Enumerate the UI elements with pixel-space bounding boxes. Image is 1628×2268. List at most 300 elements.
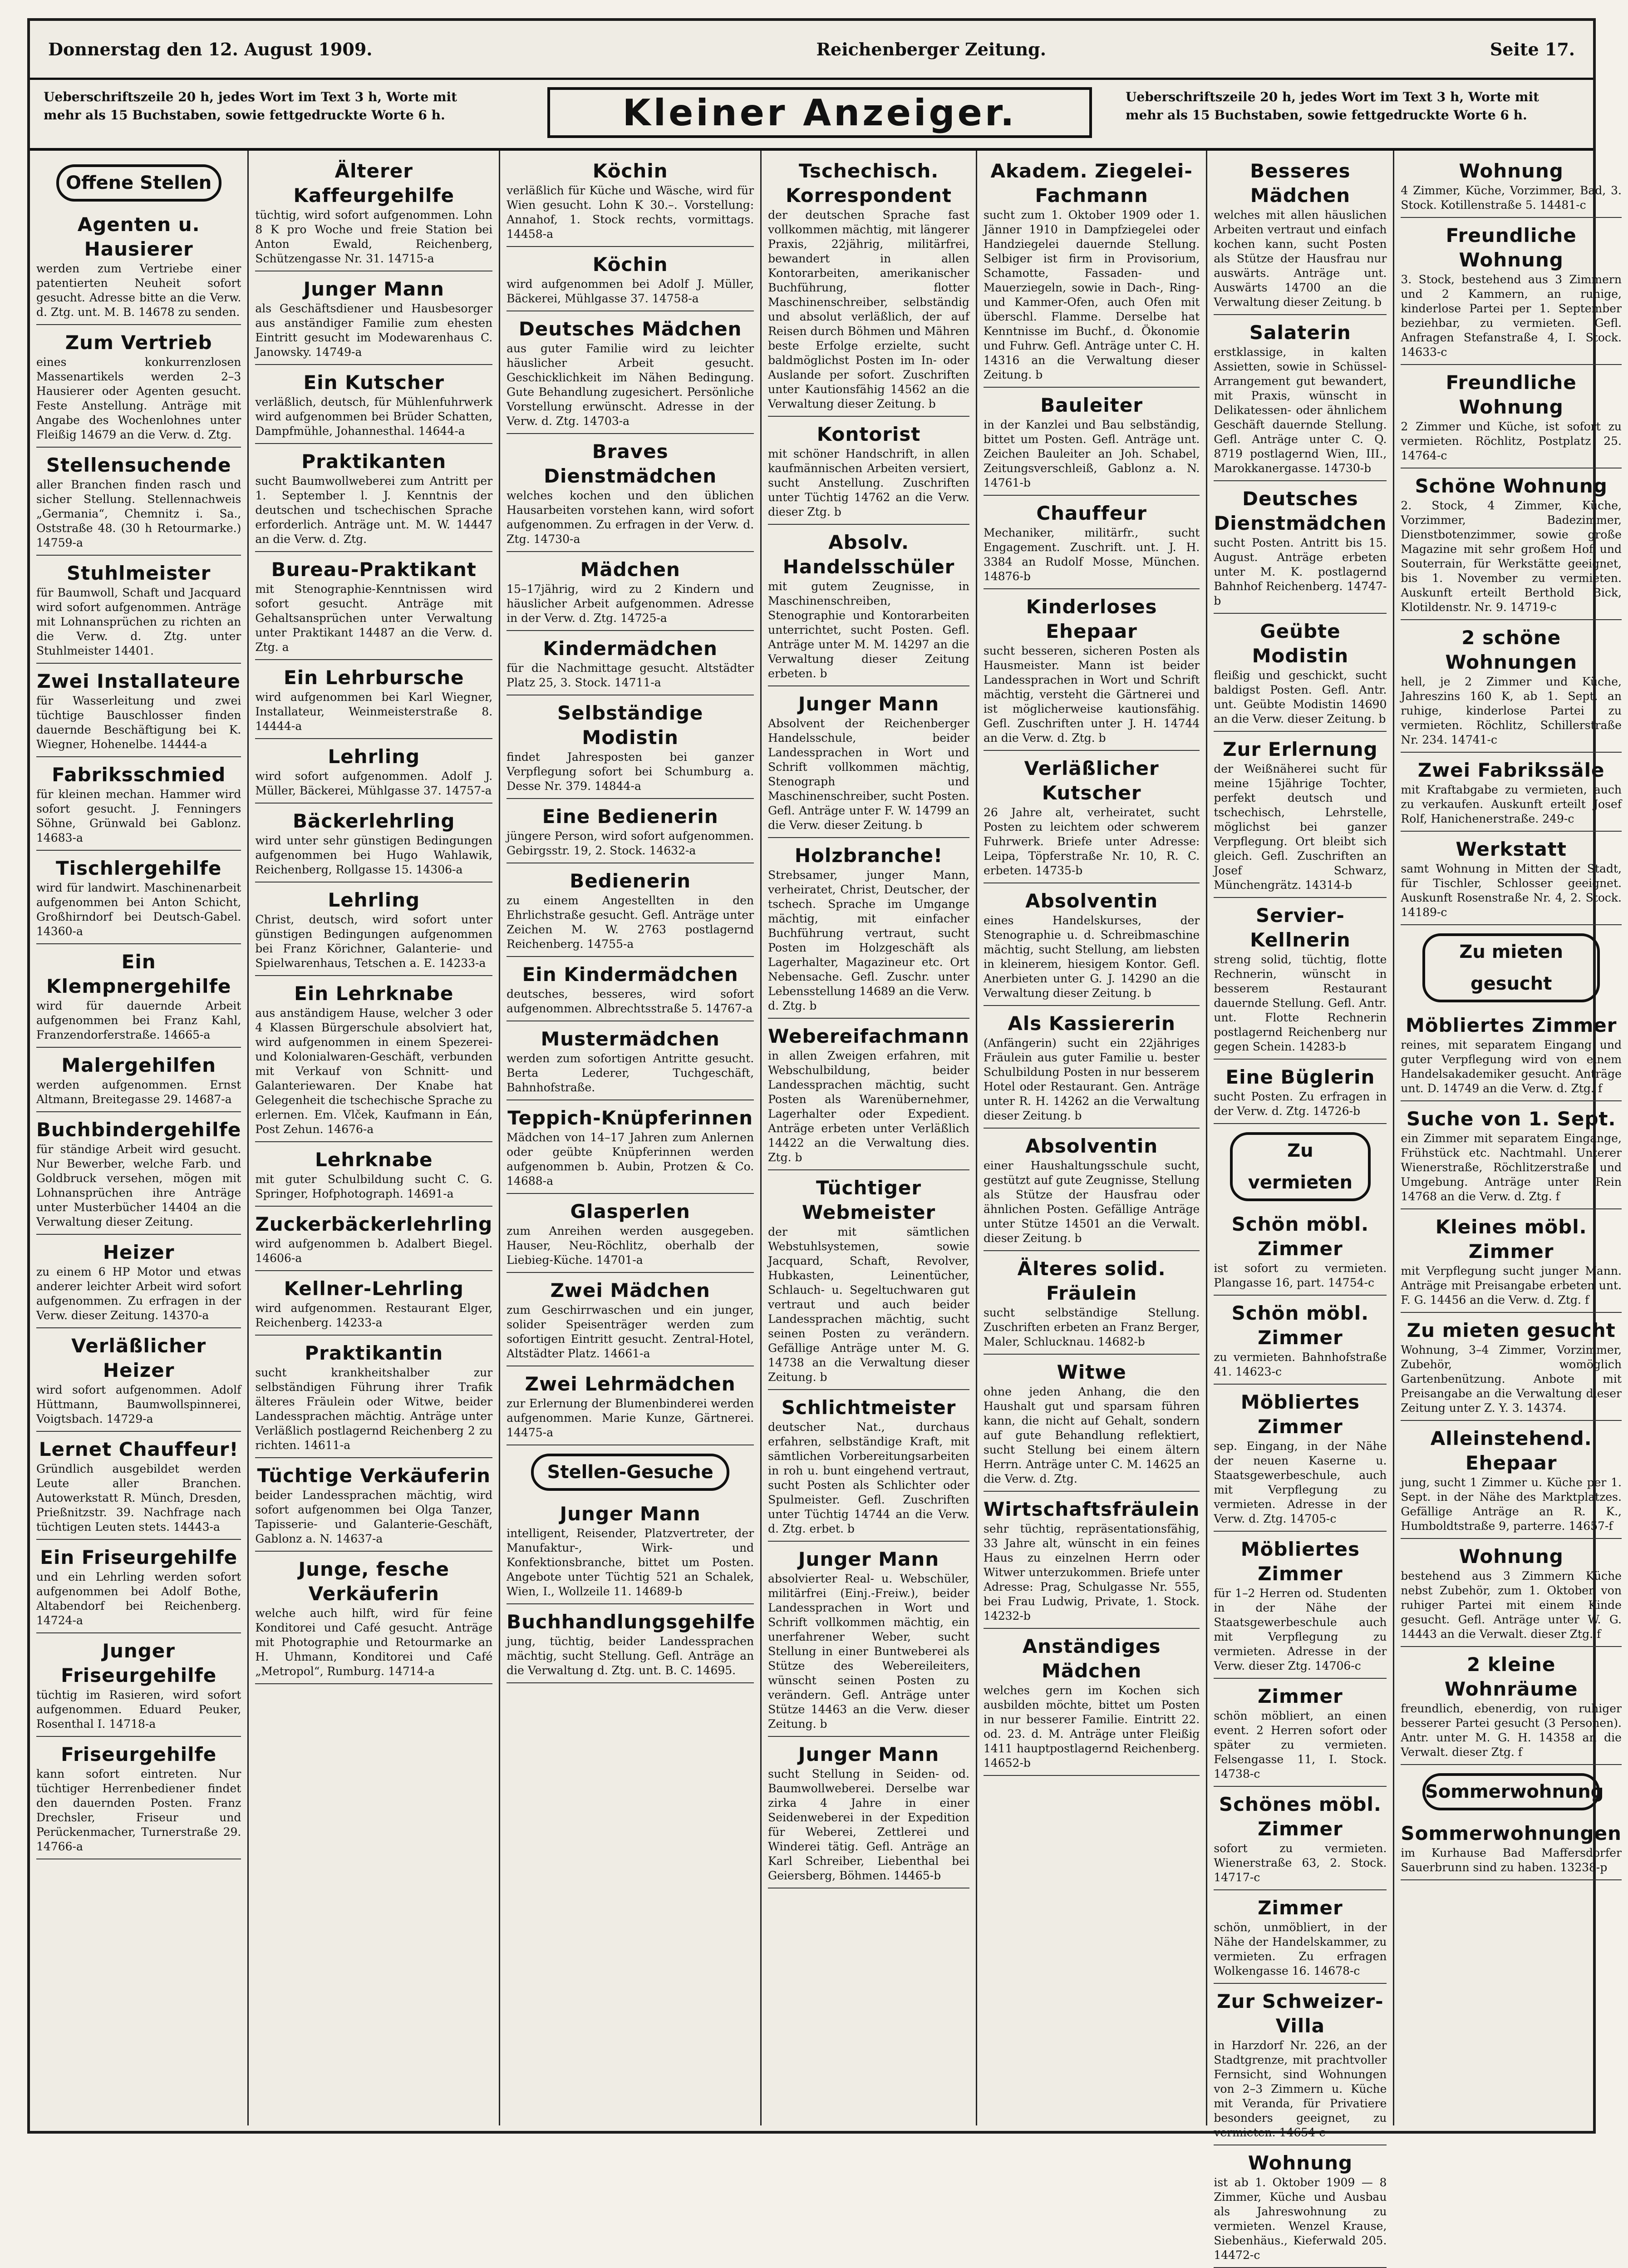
ad-heading: Kleines möbl. Zimmer bbox=[1435, 1216, 1587, 1262]
ad-heading: Zimmer bbox=[1258, 1897, 1343, 1919]
classified-ad bbox=[768, 1393, 969, 1542]
classified-ad bbox=[1401, 1212, 1622, 1313]
ad-heading: Absolventin bbox=[1025, 890, 1158, 912]
ad-text: verläßlich für Küche und Wäsche, wird für Wien gesucht. Lohn K 30.–. Vorstellung: Annahof, 1. Stock rechts, vormittags. 14458-a bbox=[507, 184, 754, 241]
classified-ad bbox=[36, 1543, 241, 1633]
classified-ad bbox=[1401, 471, 1622, 620]
ad-heading: Eine Bedienerin bbox=[542, 805, 718, 828]
badge-stellen-gesuche: Stellen-Gesuche bbox=[531, 1454, 729, 1491]
ad-heading: Absolv. Handelsschüler bbox=[782, 531, 955, 578]
classified-ad bbox=[255, 979, 492, 1142]
classified-ad bbox=[255, 1209, 492, 1271]
classified-ad bbox=[255, 806, 492, 883]
ad-text: mit guter Schulbildung sucht C. G. Springer, Hofphotograph. 14691-a bbox=[255, 1173, 493, 1200]
ad-text: mit Kraftabgabe zu vermieten, auch zu verkaufen. Auskunft erteilt Josef Rolf, Hanichenerstraße. 249-c bbox=[1401, 783, 1622, 825]
ad-heading: Mädchen bbox=[580, 558, 680, 581]
ad-text: jung, sucht 1 Zimmer u. Küche per 1. Sept. in der Nähe des Marktplatzes. Gefällige Anträge an R. K., Humboldtstraße 9, parterre. 14657-f bbox=[1401, 1476, 1622, 1533]
classified-ad bbox=[1401, 1424, 1622, 1539]
ad-heading: Anständiges Mädchen bbox=[1022, 1635, 1161, 1682]
classified-ad bbox=[1214, 901, 1387, 1060]
ad-heading: Schönes möbl. Zimmer bbox=[1219, 1793, 1382, 1840]
ad-text: 2 Zimmer und Küche, ist sofort zu vermieten. Röchlitz, Postplatz 25. 14764-c bbox=[1401, 420, 1622, 462]
classified-ad bbox=[507, 555, 754, 631]
ad-heading: Mustermädchen bbox=[541, 1028, 720, 1050]
classified-ad bbox=[507, 314, 754, 434]
classified-ad bbox=[1214, 156, 1387, 315]
ad-text: werden zum Vertriebe einer patentierten Neuheit sofort gesucht. Adresse bitte an die Verw. d. Ztg. unt. M. B. 14678 zu senden. bbox=[36, 262, 241, 319]
column-4 bbox=[762, 151, 977, 2125]
ad-heading: Ein Friseurgehilfe bbox=[40, 1546, 238, 1568]
ad-text: tüchtig, wird sofort aufgenommen. Lohn 8 K pro Woche und freie Station bei Anton Ewald, Reichenberg, Schützengasse Nr. 31. 14715-a bbox=[255, 208, 493, 265]
ad-text: wird unter sehr günstigen Bedingungen aufgenommen bei Hugo Wahlawik, Reichenberg, Rollgasse 15. 14306-a bbox=[255, 834, 493, 876]
ad-text: wird sofort aufgenommen. Adolf Hüttmann, Baumwollspinnerei, Voigtsbach. 14729-a bbox=[36, 1383, 241, 1425]
column-6 bbox=[1207, 151, 1394, 2262]
ad-heading: Zur Schweizer-Villa bbox=[1217, 1990, 1384, 2037]
classified-ad bbox=[1214, 1534, 1387, 1679]
ad-text: eines konkurrenzlosen Massenartikels werden 2–3 Hausierer oder Agenten gesucht. Feste Anstellung. Anträge mit Angabe des Wochenlohnes unter Fleißig 14679 an die Verw. d. Ztg. bbox=[36, 355, 241, 441]
classified-ad bbox=[36, 328, 241, 448]
ad-text: wird aufgenommen bei Karl Wiegner, Installateur, Weinmeisterstraße 8. 14444-a bbox=[255, 690, 493, 733]
ad-text: für Baumwoll, Schaft und Jacquard wird sofort aufgenommen. Anträge mit Lohnansprüchen zu richten an die Verw. d. Ztg. unter Stuhlmeister 14401. bbox=[36, 586, 241, 657]
ad-heading: Kinderloses Ehepaar bbox=[1026, 596, 1157, 642]
ad-text: hell, je 2 Zimmer und Küche, Jahreszins 160 K, ab 1. Sept. an ruhige, kinderlose Partei zu vermieten. Röchlitz, Schillerstraße Nr. 234. 14741-c bbox=[1401, 675, 1622, 746]
classified-ad bbox=[255, 555, 492, 660]
classified-ad bbox=[1401, 1316, 1622, 1421]
ad-heading: Kontorist bbox=[816, 423, 921, 445]
classified-ad bbox=[36, 666, 241, 757]
classified-ad bbox=[36, 1115, 241, 1235]
classified-ad bbox=[36, 210, 241, 325]
ad-text: 4 Zimmer, Küche, Vorzimmer, Bad, 3. Stock. Kotillenstraße 5. 14481-c bbox=[1401, 184, 1622, 212]
ad-text: sucht Posten. Antritt bis 15. August. Anträge erbeten unter M. K. postlagernd Bahnhof Reichenberg. 14747-b bbox=[1214, 536, 1387, 607]
ad-heading: Kellner-Lehrling bbox=[284, 1277, 464, 1300]
classified-ad bbox=[984, 390, 1200, 496]
ad-heading: Fabriksschmied bbox=[52, 764, 226, 786]
ad-text: ohne jeden Anhang, die den Haushalt gut und sparsam führen kann, die nicht auf Gehalt, sondern auf gute Behandlung reflektiert, sucht Stellung bei einem ältern Herrn. Anträge unter C. M. 14625 an die Verw. d. Ztg. bbox=[983, 1385, 1200, 1485]
ad-text: werden zum sofortigen Antritte gesucht. Berta Lederer, Tuchgeschäft, Bahnhofstraße. bbox=[507, 1052, 754, 1094]
ad-text: kann sofort eintreten. Nur tüchtiger Herrenbediener findet den dauernden Posten. Franz Drechsler, Friseur und Perückenmacher, Turnerstraße 29. 14766-a bbox=[36, 1767, 241, 1853]
classified-ad bbox=[768, 419, 969, 525]
ad-heading: Köchin bbox=[592, 253, 668, 276]
column-1 bbox=[30, 151, 249, 2125]
ad-heading: Lehrknabe bbox=[315, 1149, 433, 1171]
ad-heading: Lernet Chauffeur! bbox=[39, 1438, 239, 1460]
ad-heading: Eine Büglerin bbox=[1225, 1066, 1375, 1088]
ad-text: in allen Zweigen erfahren, mit Webschulbildung, beider Landessprachen mächtig, sucht Posten als Warenübernehmer, Lagerhalter oder Expedient. Anträge erbeten unter Verläßlich 14422 an die Verwaltung dies. Ztg. b bbox=[768, 1049, 969, 1164]
ad-text: jung, tüchtig, beider Landessprachen mächtig, sucht Stellung. Gefl. Anträge an die Verwaltung d. Ztg. unt. B. C. 14695. bbox=[507, 1635, 754, 1677]
classified-ad bbox=[36, 1435, 241, 1540]
column-3 bbox=[500, 151, 762, 2125]
ad-heading: Schön möbl. Zimmer bbox=[1231, 1302, 1369, 1349]
classified-ad bbox=[507, 802, 754, 863]
ad-heading: Ein Klempnergehilfe bbox=[46, 951, 231, 997]
ad-text: wird aufgenommen. Restaurant Elger, Reichenberg. 14233-a bbox=[255, 1302, 493, 1329]
badge-zu-vermieten: Zu vermieten bbox=[1230, 1132, 1370, 1201]
ad-text: sucht krankheitshalber zur selbständigen Führung ihrer Trafik älteres Fräulein oder Witwe, beider Landessprachen mächtig. Anträge unter Verläßlich postlagernd Reichenberg 2 zu richten. 14611-a bbox=[255, 1366, 493, 1452]
ad-text: welche auch hilft, wird für feine Konditorei und Café gesucht. Anträge mit Photographie und Retourmarke an H. Uhmann, Konditorei und Café „Metropol“, Rumburg. 14714-a bbox=[255, 1607, 493, 1678]
ad-heading: Möbliertes Zimmer bbox=[1405, 1014, 1617, 1036]
classified-ad bbox=[1214, 1387, 1387, 1532]
ad-heading: Zwei Lehrmädchen bbox=[525, 1373, 736, 1395]
ad-heading: Älteres solid. Fräulein bbox=[1017, 1257, 1166, 1304]
classified-ad bbox=[507, 1103, 754, 1194]
ad-text: freundlich, ebenerdig, von ruhiger besserer Partei gesucht (3 Personen). Antr. unter M. G. H. 14358 an die Verwalt. dieser Ztg. f bbox=[1401, 1702, 1622, 1759]
ad-heading: Deutsches Mädchen bbox=[518, 318, 742, 340]
ad-heading: Buchbindergehilfe bbox=[36, 1119, 241, 1141]
classified-ad bbox=[1401, 623, 1622, 753]
ad-heading: Besseres Mädchen bbox=[1250, 160, 1351, 207]
ad-heading: Bedienerin bbox=[570, 870, 691, 892]
ad-heading: Schön möbl. Zimmer bbox=[1231, 1213, 1369, 1260]
section-title: Kleiner Anzeiger. bbox=[547, 87, 1092, 138]
rate-notice-right: Ueberschriftszeile 20 h, jedes Wort im Text 3 h, Worte mit mehr als 15 Buchstaben, sowie fettgedruckte Worte 6 h. bbox=[1126, 89, 1539, 123]
ad-heading: Freundliche Wohnung bbox=[1446, 224, 1577, 271]
ad-heading: Friseurgehilfe bbox=[61, 1743, 217, 1765]
ad-heading: Chauffeur bbox=[1036, 502, 1147, 524]
classified-ad bbox=[1401, 368, 1622, 468]
ad-heading: Stuhlmeister bbox=[66, 562, 211, 584]
ad-text: werden aufgenommen. Ernst Altmann, Breitegasse 29. 14687-a bbox=[36, 1078, 241, 1106]
ad-text: für ständige Arbeit wird gesucht. Nur Bewerber, welche Farb. und Goldbruck versehen, mögen mit Lohnansprüchen ihre Anträge unter Musterbücher 14404 an die Verwaltung dieser Zeitung. bbox=[36, 1143, 241, 1228]
ad-text: sucht Baumwollweberei zum Antritt per 1. September l. J. Kenntnis der deutschen und tschechischen Sprache erforderlich. Anträge unt. M. W. 14447 an die Verw. d. Ztg. bbox=[255, 474, 493, 546]
ad-heading: Sommerwohnungen bbox=[1401, 1822, 1622, 1844]
ad-heading: Kindermädchen bbox=[543, 637, 718, 660]
ad-heading: Junger Mann bbox=[798, 1743, 939, 1765]
classified-ad bbox=[1214, 1062, 1387, 1124]
ad-text: aus guter Familie wird zu leichter häuslicher Arbeit gesucht. Geschicklichkeit im Nähen Bedingung. Gute Behandlung zugesichert. Persönliche Vorstellung erwünscht. Adresse in der Verw. d. Ztg. 14703-a bbox=[507, 342, 754, 428]
ad-heading: Selbständige Modistin bbox=[557, 702, 703, 749]
ad-text: intelligent, Reisender, Platzvertreter, der Manufaktur-, Wirk- und Konfektionsbranche, bittet um Posten. Angebote unter Tüchtig 521 an Schalek, Wien, I., Wollzeile 11. 14689-b bbox=[507, 1527, 754, 1598]
ad-text: Christ, deutsch, wird sofort unter günstigen Bedingungen aufgenommen bei Franz Körichner, Galanterie- und Spielwarenhaus, Tetschen a. E. 14233-a bbox=[255, 913, 493, 970]
classified-ad bbox=[507, 960, 754, 1021]
ad-text: für kleinen mechan. Hammer wird sofort gesucht. J. Fenningers Söhne, Grünwald bei Gablonz. 14683-a bbox=[36, 788, 241, 844]
ad-heading: Älterer Kaffeurgehilfe bbox=[293, 160, 455, 207]
ad-text: zum Anreihen werden ausgegeben. Hauser, Neu-Röchlitz, oberhalb der Liebieg-Küche. 14701-a bbox=[507, 1224, 754, 1267]
ad-columns bbox=[30, 151, 1622, 2262]
classified-ad bbox=[507, 866, 754, 957]
ad-text: schön, unmöbliert, in der Nähe der Handelskammer, zu vermieten. Zu erfragen Wolkengasse 16. 14678-c bbox=[1214, 1921, 1387, 1977]
ad-heading: Junger Mann bbox=[560, 1503, 701, 1525]
ad-text: ein Zimmer mit separatem Eingange, Frühstück etc. Nachtmahl. Unterer Wienerstraße, Röchlitzerstraße und Umgebung. Anträge unter Rein 14768 an die Verw. d. Ztg. f bbox=[1401, 1132, 1622, 1203]
classified-ad bbox=[984, 1254, 1200, 1355]
ad-text: 2. Stock, 4 Zimmer, Küche, Vorzimmer, Badezimmer, Dienstbotenzimmer, sowie große Magazine mit sehr großem Hof und Souterrain, für Werkstätte geeignet, bis 1. November zu vermieten. Auskunft erteilt Berthold Bick, Klotildenstr. Nr. 9. 14719-c bbox=[1401, 499, 1622, 614]
ad-heading: Holzbranche! bbox=[794, 844, 943, 867]
classified-ad bbox=[768, 1544, 969, 1737]
ad-heading: Zwei Fabrikssäle bbox=[1417, 759, 1605, 781]
badge-zu-mieten-gesucht: Zu mieten gesucht bbox=[1422, 933, 1600, 1002]
classified-ad bbox=[1401, 156, 1622, 218]
classified-ad bbox=[255, 742, 492, 804]
section-masthead bbox=[30, 80, 1593, 151]
classified-ad bbox=[984, 1009, 1200, 1129]
newspaper-name: Reichenberger Zeitung. bbox=[816, 39, 1046, 59]
badge-sommerwohnung: Sommerwohnung bbox=[1422, 1773, 1600, 1810]
ad-text: deutscher Nat., durchaus erfahren, selbständige Kraft, mit sämtlichen Vorbereitungsarbeiten in roh u. bunt eingehend vertraut, sucht Posten als Schlichter oder Spulmeister. Gefl. Zuschriften unter Tüchtig 14744 an die Verw. d. Ztg. erbet. b bbox=[768, 1420, 969, 1535]
ad-text: wird sofort aufgenommen. Adolf J. Müller, Bäckerei, Mühlgasse 37. 14757-a bbox=[255, 769, 493, 797]
ad-heading: Buchhandlungsgehilfe bbox=[507, 1611, 756, 1633]
ad-text: mit schöner Handschrift, in allen kaufmännischen Arbeiten versiert, sucht Anstellung. Zuschriften unter Tüchtig 14762 an die Verw. dieser Ztg. b bbox=[768, 447, 969, 518]
ad-text: Gründlich ausgebildet werden Leute aller Branchen. Autowerkstatt R. Münch, Dresden, Prießnitzstr. 39. Nachfrage nach tüchtigen Leuten stets. 14443-a bbox=[36, 1462, 241, 1533]
classified-ad bbox=[768, 528, 969, 686]
ad-heading: Junger Mann bbox=[798, 1548, 939, 1570]
ad-heading: Ein Kindermädchen bbox=[522, 963, 738, 986]
classified-ad bbox=[1214, 1893, 1387, 1984]
ad-text: schön möbliert, an einen event. 2 Herren sofort oder später zu vermieten. Felsengasse 11, I. Stock. 14738-c bbox=[1214, 1709, 1387, 1780]
classified-ad bbox=[507, 1607, 754, 1683]
ad-text: zur Erlernung der Blumenbinderei werden aufgenommen. Marie Kunze, Gärtnerei. 14475-a bbox=[507, 1397, 754, 1439]
ad-text: Strebsamer, junger Mann, verheiratet, Christ, Deutscher, der tschech. Sprache im Umgange mächtig, mit einfacher Buchführung vertraut, sucht Posten im Holzgeschäft als Lagerhalter, Magazineur etc. Ort Nebensache. Gefl. Zuschr. unter Lebensstellung 14689 an die Verw. d. Ztg. b bbox=[768, 868, 969, 1012]
classified-ad bbox=[1214, 2148, 1387, 2268]
ad-heading: Schlichtmeister bbox=[781, 1396, 956, 1419]
classified-ad bbox=[984, 1632, 1200, 1776]
ad-text: verläßlich, deutsch, für Mühlenfuhrwerk wird aufgenommen bei Brüder Schatten, Dampfmühle, Johannesthal. 14644-a bbox=[255, 395, 493, 438]
ad-text: wird für dauernde Arbeit aufgenommen bei Franz Kahl, Franzendorferstraße. 14665-a bbox=[36, 999, 241, 1041]
ad-heading: Verläßlicher Kutscher bbox=[1024, 757, 1159, 804]
classified-ad bbox=[507, 1197, 754, 1273]
classified-ad bbox=[768, 689, 969, 838]
ad-heading: Servier-Kellnerin bbox=[1250, 904, 1351, 951]
classified-ad bbox=[984, 592, 1200, 751]
ad-text: absolvierter Real- u. Webschüler, militärfrei (Einj.-Freiw.), beider Landessprachen in Wort und Schrift vollkommen mächtig, ein unerfahrener Weber, sucht Stellung in einer Buntweberei als Stütze des Webereileiters, wünscht seinen Posten zu verändern. Gefl. Anträge unter Stütze 14463 an die Verw. dieser Zeitung. b bbox=[768, 1572, 969, 1731]
classified-ad bbox=[984, 1494, 1200, 1629]
ad-heading: Zum Vertrieb bbox=[65, 331, 212, 354]
ad-heading: Geübte Modistin bbox=[1252, 620, 1349, 667]
ad-text: wird aufgenommen b. Adalbert Biegel. 14606-a bbox=[255, 1237, 493, 1265]
classified-ad bbox=[255, 663, 492, 739]
classified-ad bbox=[36, 1636, 241, 1737]
ad-heading: Ein Lehrbursche bbox=[284, 666, 464, 689]
classified-ad bbox=[1214, 318, 1387, 481]
ad-heading: Ein Lehrknabe bbox=[294, 982, 454, 1005]
classified-ad bbox=[984, 754, 1200, 883]
classified-ad bbox=[255, 1461, 492, 1552]
ad-text: Mädchen von 14–17 Jahren zum Anlernen oder geübte Knüpferinnen werden aufgenommen b. Aubin, Protzen & Co. 14688-a bbox=[507, 1131, 754, 1188]
classified-ad bbox=[507, 634, 754, 695]
classified-ad bbox=[255, 447, 492, 552]
ad-heading: Köchin bbox=[592, 160, 668, 182]
ad-text: sucht Posten. Zu erfragen in der Verw. d. Ztg. 14726-b bbox=[1214, 1090, 1387, 1118]
classified-ad bbox=[1401, 834, 1622, 925]
column-2 bbox=[249, 151, 500, 2125]
ad-text: tüchtig im Rasieren, wird sofort aufgenommen. Eduard Peuker, Rosenthal I. 14718-a bbox=[36, 1688, 241, 1731]
ad-heading: Heizer bbox=[103, 1241, 175, 1263]
ad-heading: Glasperlen bbox=[570, 1200, 690, 1223]
ad-text: der deutschen Sprache fast vollkommen mächtig, mit längerer Praxis, 22jährig, militärfrei, bewandert in allen Kontorarbeiten, amerikanischer Buchführung, flotter Maschinenschreiber, selbständig und absolut verläßlich, der auf Reisen durch Böhmen und Mähren beste Erfolge erzielte, sucht baldmöglichst Posten im In- oder Auslande per sofort. Zuschriften unter Kautionsfähig 14562 an die Verwaltung dieser Zeitung. b bbox=[768, 208, 969, 410]
classified-ad bbox=[1401, 1542, 1622, 1647]
ad-heading: Möbliertes Zimmer bbox=[1240, 1538, 1360, 1585]
ad-heading: Junger Mann bbox=[303, 278, 444, 300]
ad-heading: Suche von 1. Sept. bbox=[1406, 1108, 1616, 1130]
ad-heading: Teppich-Knüpferinnen bbox=[507, 1107, 753, 1129]
ad-text: zu einem Angestellten in den Ehrlichstraße gesucht. Gefl. Anträge unter Zeichen M. W. 2763 postlagernd Reichenberg. 14755-a bbox=[507, 894, 754, 951]
ad-heading: Zwei Mädchen bbox=[550, 1279, 710, 1302]
ad-text: aller Branchen finden rasch und sicher Stellung. Stellennachweis „Germania“, Chemnitz i. Sa., Oststraße 48. (30 h Retourmarke.) 14759-a bbox=[36, 478, 241, 549]
ad-text: sucht Stellung in Seiden- od. Baumwollweberei. Derselbe war zirka 4 Jahre in einer Seidenweberei in der Expedition für Weberei, Zettlerei und Winderei tätig. Gefl. Anträge an Karl Schreiber, Liebenthal bei Geiersberg, Böhmen. 14465-b bbox=[768, 1767, 969, 1882]
classified-ad bbox=[36, 1331, 241, 1432]
ad-text: sucht selbständige Stellung. Zuschriften erbeten an Franz Berger, Maler, Schlucknau. 14682-b bbox=[983, 1306, 1200, 1348]
classified-ad bbox=[36, 1740, 241, 1859]
ad-text: der mit sämtlichen Webstuhlsystemen, sowie Jacquard, Schaft, Revolver, Hubkasten, Leinentücher, Schlauch- u. Segeltuchwaren gut vertraut und auch beider Landessprachen mächtig, sucht seinen Posten zu verändern. Gefällige Anträge unter M. G. 14738 an die Verwaltung dieser Zeitung. b bbox=[768, 1225, 969, 1384]
ad-text: welches mit allen häuslichen Arbeiten vertraut und einfach kochen kann, sucht Posten als Stütze der Hausfrau nur auswärts. Anträge unt. Auswärts 14700 an die Verwaltung dieser Zeitung. b bbox=[1214, 208, 1387, 309]
ad-heading: Als Kassiererin bbox=[1008, 1012, 1176, 1035]
classified-ad bbox=[1401, 1819, 1622, 1880]
classified-ad bbox=[507, 437, 754, 552]
classified-ad bbox=[768, 156, 969, 417]
ad-text: Wohnung, 3–4 Zimmer, Vorzimmer, Zubehör, womöglich Gartenbenützung. Anbote mit Preisangabe an die Verwaltung dieser Zeitung unter Z. Y. 3. 14374. bbox=[1401, 1343, 1622, 1415]
ad-heading: Freundliche Wohnung bbox=[1446, 371, 1577, 418]
ad-heading: Wohnung bbox=[1459, 1545, 1564, 1568]
column-5 bbox=[977, 151, 1207, 2125]
classified-ad bbox=[768, 1173, 969, 1390]
classified-ad bbox=[507, 1369, 754, 1445]
ad-heading: Agenten u. Hausierer bbox=[77, 213, 200, 260]
ad-text: sofort zu vermieten. Wienerstraße 63, 2. Stock. 14717-c bbox=[1214, 1842, 1387, 1884]
ad-heading: Werkstatt bbox=[1456, 838, 1567, 860]
ad-heading: Malergehilfen bbox=[61, 1054, 216, 1076]
classified-ad bbox=[1401, 1011, 1622, 1101]
ad-text: Absolvent der Reichenberger Handelsschule, beider Landessprachen in Wort und Schrift vollkommen mächtig, Stenograph und Maschinenschreiber, sucht Posten. Gefl. Anträge unter F. W. 14799 an die Verw. dieser Zeitung. b bbox=[768, 717, 969, 832]
classified-ad bbox=[255, 885, 492, 976]
ad-text: wird für landwirt. Maschinenarbeit aufgenommen bei Anton Schicht, Großhirndorf bei Deutsch-Gabel. 14360-a bbox=[36, 881, 241, 938]
classified-ad bbox=[1214, 616, 1387, 732]
ad-text: mit Stenographie-Kenntnissen wird sofort gesucht. Anträge mit Gehaltsansprüchen unter Verwaltung unter Praktikant 14487 an die Verw. d. Ztg. a bbox=[255, 582, 493, 654]
ad-heading: Bureau-Praktikant bbox=[271, 558, 477, 581]
ad-text: jüngere Person, wird sofort aufgenommen. Gebirgsstr. 19, 2. Stock. 14632-a bbox=[507, 829, 754, 857]
ad-text: streng solid, tüchtig, flotte Rechnerin, wünscht in besserem Restaurant dauernde Stellung. Gefl. Antr. unt. Flotte Rechnerin postlagernd Reichenberg nur gegen Schein. 14283-b bbox=[1214, 953, 1387, 1053]
ad-heading: Webereifachmann bbox=[768, 1025, 969, 1047]
ad-heading: Lehrling bbox=[328, 889, 420, 911]
column-7 bbox=[1394, 151, 1628, 2125]
ad-heading: Braves Dienstmädchen bbox=[544, 440, 717, 487]
ad-text: sucht zum 1. Oktober 1909 oder 1. Jänner 1910 in Dampfziegelei oder Handziegelei dauernde Stellung. Selbiger ist firm in Provisorium, Schamotte, Fassaden- und Mauerziegeln, sowie in Dach-, Ring- und Kammer-Ofen, auch Ofen mit überschl. Flamme. Derselbe hat Kenntnisse im Buchf., d. Ökonomie und Fuhrw. Gefl. Anträge unter C. H. 14316 an die Verwaltung dieser Zeitung. b bbox=[983, 208, 1200, 381]
classified-ad bbox=[984, 1131, 1200, 1251]
ad-text: reines, mit separatem Eingang und guter Verpflegung wird von einem Handelsakademiker gesucht. Anträge unt. D. 14749 an die Verw. d. Ztg. f bbox=[1401, 1038, 1622, 1095]
ad-heading: Stellensuchende bbox=[46, 454, 231, 476]
ad-heading: Deutsches Dienstmädchen bbox=[1214, 488, 1387, 534]
ad-heading: Verläßlicher Heizer bbox=[71, 1335, 207, 1381]
ad-heading: Praktikantin bbox=[305, 1342, 443, 1364]
ad-heading: Zu mieten gesucht bbox=[1407, 1319, 1616, 1341]
page-header bbox=[30, 21, 1593, 80]
ad-text: aus anständigem Hause, welcher 3 oder 4 Klassen Bürgerschule absolviert hat, wird aufgenommen in einem Spezerei- und Kolonialwaren-Geschäft, verbunden mit Verkauf von Schnitt- und Galanteriewaren. Der Knabe hat Gelegenheit die tschechische Sprache zu erlernen. Em. Vlček, Kaufmann in Eán, Post Zehun. 14676-a bbox=[255, 1006, 493, 1136]
ad-heading: Bäckerlehrling bbox=[292, 810, 455, 832]
classified-ad bbox=[1401, 755, 1622, 832]
ad-text: ist ab 1. Oktober 1909 — 8 Zimmer, Küche und Ausbau als Jahreswohnung zu vermieten. Wenzel Krause, Siebenhäus., Kieferwald 205. 14472-c bbox=[1214, 2176, 1387, 2262]
classified-ad bbox=[36, 1238, 241, 1328]
classified-ad bbox=[36, 450, 241, 556]
ad-text: sucht besseren, sicheren Posten als Hausmeister. Mann ist beider Landessprachen in Wort und Schrift mächtig, versteht die Gärtnerei und ist möglicherweise kautionsfähig. Gefl. Zuschriften unter J. H. 14744 an die Verw. d. Ztg. b bbox=[983, 644, 1200, 744]
ad-heading: Schöne Wohnung bbox=[1415, 475, 1608, 497]
classified-ad bbox=[36, 1050, 241, 1112]
classified-ad bbox=[36, 558, 241, 664]
ad-text: sep. Eingang, in der Nähe der neuen Kaserne u. Staatsgewerbeschule, auch mit Verpflegung zu vermieten. Adresse in der Verw. d. Ztg. 14705-c bbox=[1214, 1440, 1387, 1525]
classified-ad bbox=[1214, 1987, 1387, 2145]
classified-ad bbox=[507, 156, 754, 247]
classified-ad bbox=[984, 498, 1200, 589]
classified-ad bbox=[1214, 1209, 1387, 1296]
newspaper-page bbox=[27, 18, 1622, 2262]
classified-ad bbox=[507, 1024, 754, 1100]
classified-ad bbox=[768, 1740, 969, 1888]
ad-text: Mechaniker, militärfr., sucht Engagement. Zuschrift. unt. J. H. 3384 an Rudolf Mosse, München. 14876-b bbox=[983, 526, 1200, 583]
ad-heading: Akadem. Ziegelei-Fachmann bbox=[990, 160, 1193, 207]
ad-text: eines Handelskurses, der Stenographie u. d. Schreibmaschine mächtig, sucht Stellung, am liebsten in kleinerem, hiesigem Kontor. Gefl. Anerbieten unter G. J. 14290 an die Verwaltung dieser Zeitung. b bbox=[983, 914, 1200, 1000]
ad-heading: Ein Kutscher bbox=[303, 371, 444, 394]
ad-text: in der Kanzlei und Bau selbständig, bittet um Posten. Gefl. Anträge unt. Zeichen Bauleiter an Joh. Schabel, Zeitungsverschleiß, Gablonz a. N. 14761-b bbox=[983, 418, 1200, 489]
ad-heading: 2 schöne Wohnungen bbox=[1445, 626, 1578, 673]
ad-text: zu einem 6 HP Motor und etwas anderer leichter Arbeit wird sofort aufgenommen. Zu erfragen in der Verw. dieser Zeitung. 14370-a bbox=[36, 1265, 241, 1322]
badge-offene-stellen: Offene Stellen bbox=[56, 164, 221, 202]
ad-text: deutsches, besseres, wird sofort aufgenommen. Albrechtsstraße 5. 14767-a bbox=[507, 987, 754, 1015]
ad-heading: Junge, fesche Verkäuferin bbox=[298, 1558, 450, 1605]
ad-heading: Absolventin bbox=[1025, 1135, 1158, 1157]
ad-text: für 1–2 Herren od. Studenten in der Nähe der Staatsgewerbeschule auch mit Verpflegung zu vermieten. Adresse in der Verw. dieser Ztg. 14706-c bbox=[1214, 1587, 1387, 1672]
ad-text: zum Geschirrwaschen und ein junger, solider Speisenträger werden zum sofortigen Eintritt gesucht. Zentral-Hotel, Altstädter Platz. 14661-a bbox=[507, 1303, 754, 1360]
classified-ad bbox=[36, 947, 241, 1048]
ad-text: erstklassige, in kalten Assietten, sowie in Schüssel-Arrangement gut bewandert, mit Praxis, wünscht in Delikatessen- oder ähnlichem Geschäft dauernde Stellung. Gefl. Anträge unter C. Q. 8719 postlagernd Wien, III., Marokkanergasse. 14730-b bbox=[1214, 345, 1387, 475]
ad-text: (Anfängerin) sucht ein 22jähriges Fräulein aus guter Familie u. bester Schulbildung Posten in nur besserem Hotel oder Restaurant. Gen. Anträge unter R. H. 14262 an die Verwaltung dieser Zeitung. b bbox=[983, 1036, 1200, 1122]
ad-heading: Junger Mann bbox=[798, 693, 939, 715]
classified-ad bbox=[507, 698, 754, 799]
ad-text: samt Wohnung in Mitten der Stadt, für Tischler, Schlosser geeignet. Auskunft Rosenstraße Nr. 4, 2. Stock. 14189-c bbox=[1401, 862, 1622, 919]
classified-ad bbox=[507, 250, 754, 311]
ad-heading: Witwe bbox=[1057, 1361, 1126, 1383]
classified-ad bbox=[1214, 484, 1387, 614]
classified-ad bbox=[255, 1274, 492, 1336]
ad-heading: Tischlergehilfe bbox=[55, 857, 222, 879]
classified-ad bbox=[984, 886, 1200, 1006]
classified-ad bbox=[507, 1499, 754, 1604]
ad-heading: Wohnung bbox=[1459, 160, 1564, 182]
classified-ad bbox=[1401, 1650, 1622, 1765]
classified-ad bbox=[255, 156, 492, 271]
ad-text: als Geschäftsdiener und Hausbesorger aus anständiger Familie zum ehesten Eintritt gesucht im Modewarenhaus C. Janowsky. 14749-a bbox=[255, 302, 493, 359]
ad-heading: Bauleiter bbox=[1040, 394, 1143, 416]
issue-date: Donnerstag den 12. August 1909. bbox=[48, 39, 373, 59]
ad-text: mit gutem Zeugnisse, in Maschinenschreiben, Stenographie und Kontorarbeiten unterrichtet, sucht Posten. Gefl. Anträge unter M. M. 14297 an die Verwaltung dieser Zeitung erbeten. b bbox=[768, 580, 969, 680]
ad-text: einer Haushaltungsschule sucht, gestützt auf gute Zeugnisse, Stellung als Stütze der Hausfrau oder ähnlichen Posten. Gefällige Anträge unter Stütze 14501 an die Verwalt. dieser Zeitung. b bbox=[983, 1159, 1200, 1245]
ad-text: 26 Jahre alt, verheiratet, sucht Posten zu leichtem oder schwerem Fuhrwerk. Briefe unter Adresse: Leipa, Töpferstraße Nr. 10, R. C. erbeten. 14735-b bbox=[983, 806, 1200, 877]
ad-text: mit Verpflegung sucht junger Mann. Anträge mit Preisangabe erbeten unt. F. G. 14456 an die Verw. d. Ztg. f bbox=[1401, 1264, 1622, 1307]
ad-text: bestehend aus 3 Zimmern Küche nebst Zubehör, zum 1. Oktober von ruhiger Partei mit einem Kinde gesucht. Gefl. Anträge unter W. G. 14443 an die Verwalt. dieser Ztg. f bbox=[1401, 1569, 1622, 1641]
ad-text: und ein Lehrling werden sofort aufgenommen bei Adolf Bothe, Altabendorf bei Reichenberg. 14724-a bbox=[36, 1570, 241, 1627]
classified-ad bbox=[255, 1554, 492, 1684]
classified-ad bbox=[1214, 1790, 1387, 1890]
ad-text: wird aufgenommen bei Adolf J. Müller, Bäckerei, Mühlgasse 37. 14758-a bbox=[507, 277, 754, 305]
page-number: Seite 17. bbox=[1490, 39, 1575, 59]
ad-text: beider Landessprachen mächtig, wird sofort aufgenommen bei Olga Tanzer, Tapisserie- und Galanterie-Geschäft, Gablonz a. N. 14637-a bbox=[255, 1489, 493, 1545]
ad-text: 3. Stock, bestehend aus 3 Zimmern und 2 Kammern, an ruhige, kinderlose Partei per 1. September beziehbar, zu vermieten. Gefl. Anfragen Stefanstraße 4, I. Stock. 14633-c bbox=[1401, 273, 1622, 359]
ad-heading: Zuckerbäckerlehrling bbox=[255, 1213, 493, 1235]
ad-text: sehr tüchtig, repräsentationsfähig, 33 Jahre alt, wünscht in ein feines Haus zu einzelnen Herrn oder Witwer unterzukommen. Briefe unter Adresse: Prag, Schulgasse Nr. 555, bei Frau Ludwig, Private, 1. Stock. 14232-b bbox=[983, 1522, 1200, 1622]
classified-ad bbox=[507, 1276, 754, 1366]
ad-heading: Möbliertes Zimmer bbox=[1240, 1391, 1360, 1438]
classified-ad bbox=[1214, 1681, 1387, 1787]
classified-ad bbox=[1401, 221, 1622, 365]
ad-heading: Salaterin bbox=[1249, 321, 1351, 344]
ad-heading: Praktikanten bbox=[301, 450, 447, 473]
ad-text: welches gern im Kochen sich ausbilden möchte, bittet um Posten in nur besserer Familie. Eintritt 22. od. 23. d. M. Anträge unter Fleißig 1411 hauptpostlagernd Reichenberg. 14652-b bbox=[983, 1684, 1200, 1770]
ad-heading: Wirtschaftsfräulein bbox=[983, 1498, 1200, 1520]
classified-ad bbox=[36, 760, 241, 851]
classified-ad bbox=[768, 841, 969, 1019]
ad-text: welches kochen und den üblichen Hausarbeiten vorstehen kann, wird sofort aufgenommen. Zu erfragen in der Verw. d. Ztg. 14730-a bbox=[507, 489, 754, 546]
ad-text: 15–17jährig, wird zu 2 Kindern und häuslicher Arbeit aufgenommen. Adresse in der Verw. d. Ztg. 14725-a bbox=[507, 582, 754, 625]
ad-heading: Lehrling bbox=[328, 745, 420, 768]
classified-ad bbox=[1401, 1104, 1622, 1209]
ad-heading: Tüchtiger Webmeister bbox=[802, 1177, 936, 1223]
ad-text: für Wasserleitung und zwei tüchtige Bauschlosser finden dauernde Beschäftigung bei K. Wiegner, Hohenelbe. 14444-a bbox=[36, 694, 241, 751]
